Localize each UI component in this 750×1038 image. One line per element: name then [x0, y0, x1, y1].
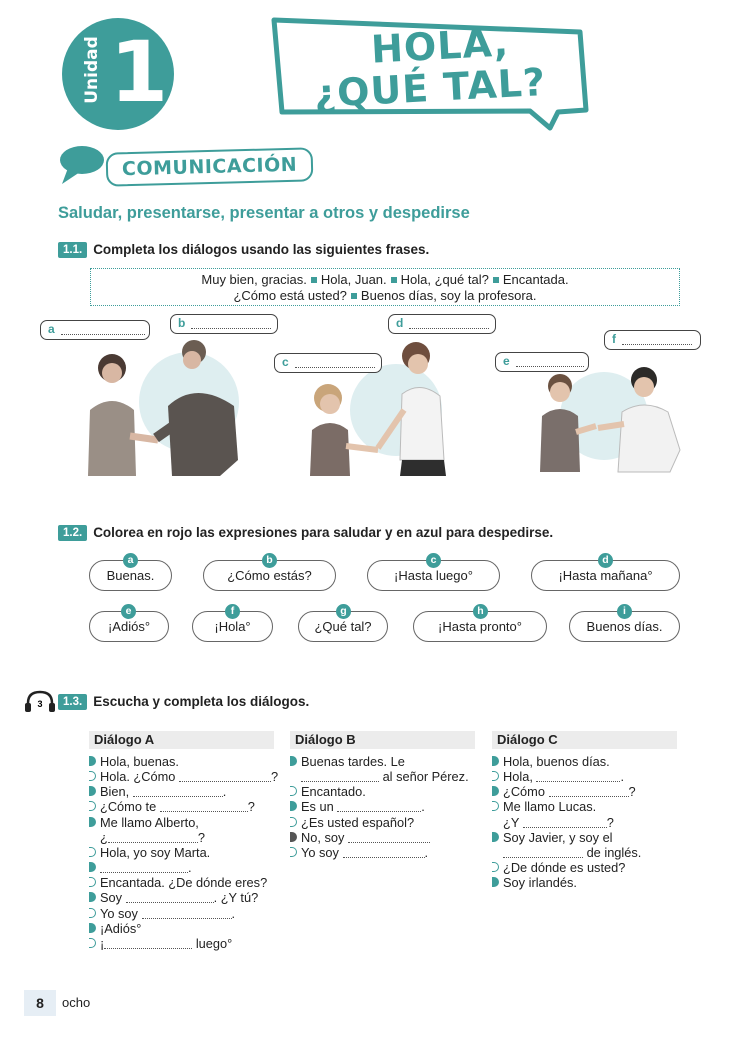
answer-blank[interactable]: [536, 770, 620, 782]
expression-pill-c[interactable]: ¡Hasta luego°: [367, 560, 500, 591]
answer-blank[interactable]: [142, 907, 232, 919]
phrase-line-1: [91, 272, 679, 288]
dialog-line: Buenas tardes. Le: [290, 754, 405, 769]
speaker-a-icon: [492, 756, 499, 766]
bullet-square-icon: [493, 277, 499, 283]
dialog-line: ¡Adiós°: [89, 921, 141, 936]
dialog-line: ¿De dónde es usted?: [492, 860, 625, 875]
dialog-line: Es un .: [290, 799, 425, 814]
pill-letter: c: [426, 553, 441, 568]
photo-women-handshake: [88, 340, 239, 476]
exercise-number: 1.3.: [58, 694, 87, 710]
dialog-line: Soy Javier, y soy el: [492, 830, 613, 845]
speaker-a-icon: [89, 923, 96, 933]
dialog-line: Me llamo Lucas.: [492, 799, 596, 814]
answer-blank[interactable]: [295, 355, 375, 368]
phrase: Buenos días, soy la profesora.: [360, 288, 537, 303]
exercise-1-3-instruction: [58, 694, 309, 710]
pill-letter: b: [262, 553, 277, 568]
exercise-number: 1.2.: [58, 525, 87, 541]
speaker-a-icon: [89, 786, 96, 796]
dialog-line: Yo soy .: [290, 845, 428, 860]
answer-blank[interactable]: [104, 937, 192, 949]
answer-blank[interactable]: [191, 316, 271, 329]
bullet-square-icon: [311, 277, 317, 283]
speaker-a-icon: [89, 892, 96, 902]
answer-blank[interactable]: [549, 785, 629, 797]
phrase-box: [90, 268, 680, 306]
expression-pill-h[interactable]: ¡Hasta pronto°: [413, 611, 547, 642]
exercise-1-2-instruction: [58, 525, 553, 541]
dialog-a-title: Diálogo A: [89, 731, 274, 749]
speaker-c-icon: [290, 832, 297, 842]
speaker-a-icon: [492, 786, 499, 796]
answer-blank[interactable]: [348, 831, 430, 843]
speaker-b-icon: [492, 801, 499, 811]
speech-bubble-f[interactable]: f: [604, 330, 701, 350]
answer-blank[interactable]: [160, 800, 248, 812]
photo-boys-handshake: [540, 367, 680, 472]
expression-pill-e[interactable]: ¡Adiós°: [89, 611, 169, 642]
pill-letter: f: [225, 604, 240, 619]
dialog-line: ¿Y ?: [503, 815, 614, 830]
dialog-line: No, soy: [290, 830, 430, 845]
section-label: COMUNICACIÓN: [106, 147, 314, 186]
dialog-line: Yo soy .: [89, 906, 235, 921]
answer-blank[interactable]: [61, 322, 145, 335]
phrase: Encantada.: [502, 272, 569, 287]
dialog-line: ¡ luego°: [89, 936, 232, 951]
answer-blank[interactable]: [301, 770, 379, 782]
dialog-line: Me llamo Alberto,: [89, 815, 199, 830]
answer-blank[interactable]: [523, 816, 607, 828]
dialog-line: Hola, .: [492, 769, 624, 784]
pill-letter: e: [121, 604, 136, 619]
speech-bubble-e[interactable]: e: [495, 352, 589, 372]
speaker-b-icon: [290, 847, 297, 857]
answer-blank[interactable]: [337, 800, 421, 812]
speech-bubble-c[interactable]: c: [274, 353, 382, 373]
answer-blank[interactable]: [516, 354, 584, 367]
speaker-a-icon: [89, 756, 96, 766]
answer-blank[interactable]: [343, 846, 425, 858]
page-number-word: ocho: [62, 995, 91, 1010]
dialog-line: ¿Es usted español?: [290, 815, 414, 830]
dialog-line: al señor Pérez.: [301, 769, 469, 784]
dialog-line: ¿Cómo te ?: [89, 799, 255, 814]
dialog-line: Hola, buenas.: [89, 754, 179, 769]
dialog-line: .: [89, 860, 192, 875]
speaker-b-icon: [89, 877, 96, 887]
headphones-icon[interactable]: [24, 690, 58, 714]
unit-label: Unidad: [82, 36, 102, 104]
answer-blank[interactable]: [100, 861, 188, 873]
answer-blank[interactable]: [503, 846, 583, 858]
unit-number: 1: [109, 23, 169, 121]
photo-strip: [84, 340, 694, 480]
speech-bubble-icon: [58, 144, 106, 186]
speaker-b-icon: [492, 771, 499, 781]
page-number: 8: [24, 990, 56, 1016]
expression-pill-g[interactable]: ¿Qué tal?: [298, 611, 388, 642]
dialog-line: Hola, yo soy Marta.: [89, 845, 210, 860]
speaker-a-icon: [492, 832, 499, 842]
exercise-1-1-instruction: [58, 242, 429, 258]
dialog-line: ¿ ?: [100, 830, 205, 845]
speech-bubble-b[interactable]: b: [170, 314, 278, 334]
expression-pill-b[interactable]: ¿Cómo estás?: [203, 560, 336, 591]
speech-bubble-d[interactable]: d: [388, 314, 496, 334]
instruction-text: Colorea en rojo las expresiones para saludar y en azul para despedirse.: [93, 525, 554, 540]
phrase-line-2: [91, 288, 679, 304]
dialog-line: Encantada. ¿De dónde eres?: [89, 875, 267, 890]
speaker-b-icon: [290, 786, 297, 796]
dialog-line: ¿Cómo ?: [492, 784, 636, 799]
expression-pill-d[interactable]: ¡Hasta mañana°: [531, 560, 680, 591]
pill-letter: i: [617, 604, 632, 619]
section-heading: Saludar, presentarse, presentar a otros y despedirse: [58, 204, 470, 222]
answer-blank[interactable]: [126, 891, 214, 903]
instruction-text: Completa los diálogos usando las siguientes frases.: [93, 242, 430, 257]
expression-pill-f[interactable]: ¡Hola°: [192, 611, 273, 642]
dialog-line: Hola. ¿Cómo ?: [89, 769, 278, 784]
exercise-number: 1.1.: [58, 242, 87, 258]
answer-blank[interactable]: [622, 332, 692, 345]
expression-pill-i[interactable]: Buenos días.: [569, 611, 680, 642]
speaker-a-icon: [89, 862, 96, 872]
speaker-b-icon: [492, 862, 499, 872]
speaker-b-icon: [89, 847, 96, 857]
expression-pill-a[interactable]: Buenas.: [89, 560, 172, 591]
track-number: 3: [37, 699, 43, 709]
speaker-b-icon: [89, 938, 96, 948]
phrase: ¿Cómo está usted?: [233, 288, 347, 303]
bullet-square-icon: [391, 277, 397, 283]
speaker-a-icon: [290, 756, 297, 766]
answer-blank[interactable]: [409, 316, 489, 329]
dialog-line: Soy irlandés.: [492, 875, 577, 890]
answer-blank[interactable]: [133, 785, 223, 797]
speaker-b-icon: [89, 908, 96, 918]
pill-letter: d: [598, 553, 613, 568]
page-title-line2: ¿QUÉ TAL?: [312, 59, 548, 117]
bullet-square-icon: [351, 293, 357, 299]
dialog-line: Encantado.: [290, 784, 366, 799]
pill-letter: h: [473, 604, 488, 619]
answer-blank[interactable]: [179, 770, 271, 782]
speaker-b-icon: [290, 817, 297, 827]
speaker-a-icon: [290, 801, 297, 811]
phrase: Hola, Juan.: [320, 272, 387, 287]
page-title-line1: HOLA,: [370, 20, 510, 72]
phrase: Hola, ¿qué tal?: [400, 272, 489, 287]
dialog-b-title: Diálogo B: [290, 731, 475, 749]
dialog-c-title: Diálogo C: [492, 731, 677, 749]
speaker-b-icon: [89, 801, 96, 811]
dialog-line: Hola, buenos días.: [492, 754, 610, 769]
speaker-a-icon: [89, 817, 96, 827]
dialog-line: Bien, .: [89, 784, 226, 799]
phrase: Muy bien, gracias.: [201, 272, 307, 287]
speech-bubble-a[interactable]: a: [40, 320, 150, 340]
answer-blank[interactable]: [108, 831, 198, 843]
instruction-text: Escucha y completa los diálogos.: [93, 694, 310, 709]
speaker-a-icon: [492, 877, 499, 887]
pill-letter: a: [123, 553, 138, 568]
speaker-b-icon: [89, 771, 96, 781]
dialog-line: Soy . ¿Y tú?: [89, 890, 258, 905]
pill-letter: g: [336, 604, 351, 619]
dialog-line: de inglés.: [503, 845, 641, 860]
